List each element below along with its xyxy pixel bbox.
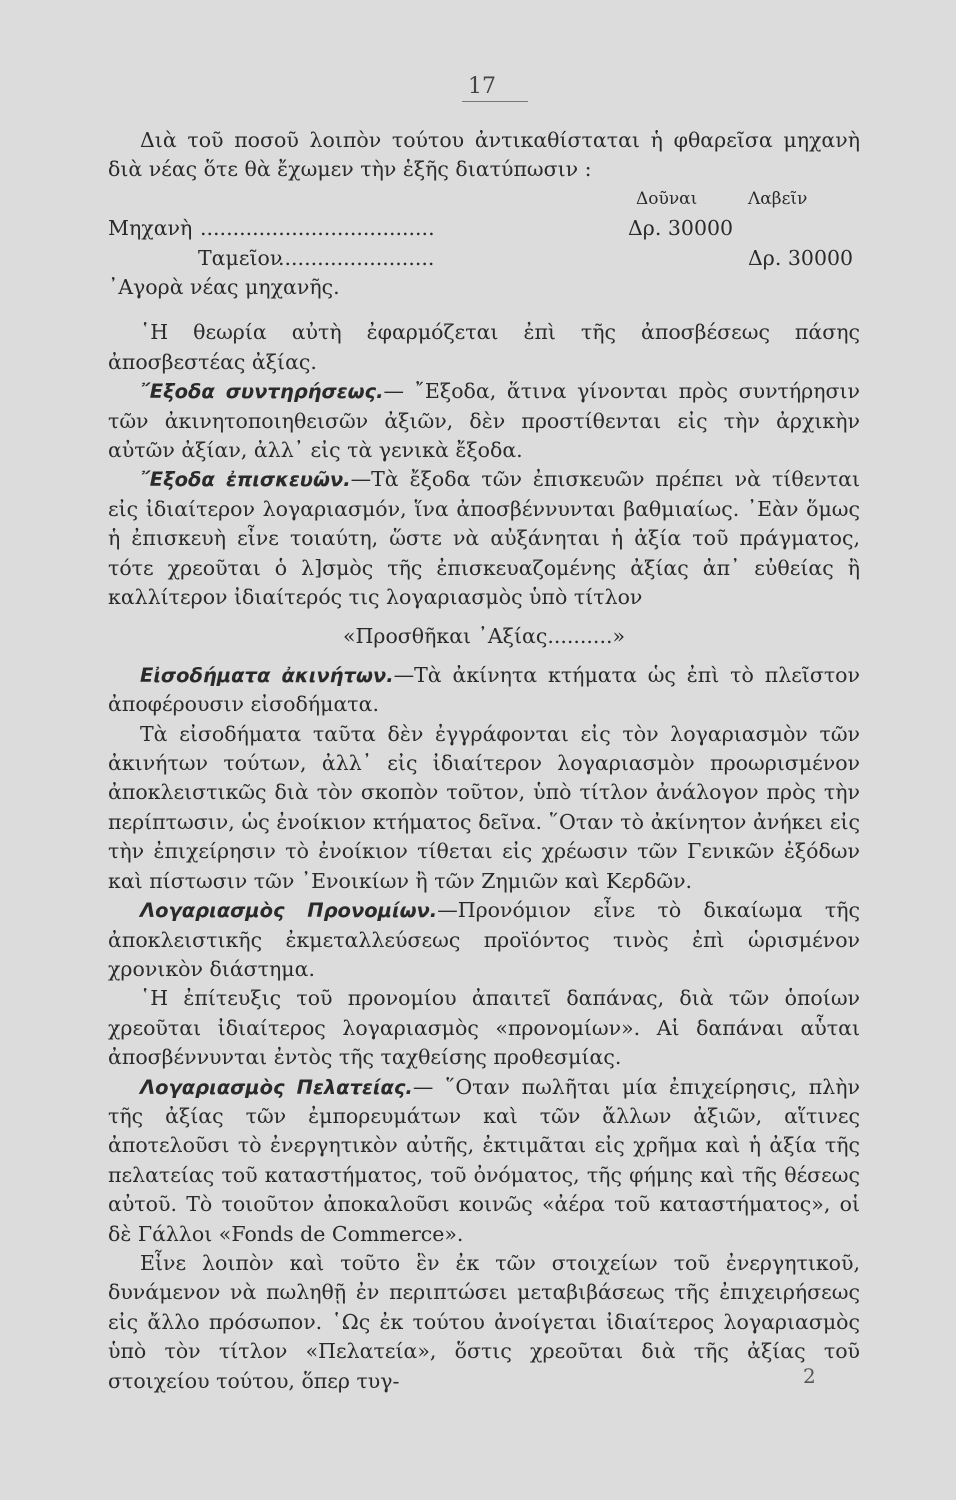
intro-paragraph: Διὰ τοῦ ποσοῦ λοιπὸν τούτου ἀντικαθίσταται ἡ φθαρεῖσα μηχανὴ διὰ νέας ὅτε θὰ ἔχωμεν τὴν ἑξῆς διατύπωσιν : xyxy=(108,128,860,182)
journal-row-machine xyxy=(108,214,860,243)
maintenance-paragraph xyxy=(108,377,860,465)
privileges-paragraph xyxy=(108,896,860,984)
journal-account-machine: Μηχανὴ xyxy=(108,216,193,241)
privileges-heading: Λογαριασμὸς Προνομίων. xyxy=(140,899,438,923)
credit-column-header: Λαβεῖν xyxy=(748,188,808,209)
journal-credit-amount: Δρ. 30000 xyxy=(748,245,854,270)
journal-leader-dots: .................................... xyxy=(200,216,435,241)
journal-description: ᾿Αγορὰ νέας μηχανῆς. xyxy=(108,274,340,299)
journal-row-description xyxy=(108,273,860,302)
clientele-heading: Λογαριασμὸς Πελατείας. xyxy=(140,1075,413,1099)
repairs-text: —Τὰ ἔξοδα τῶν ἐπισκευῶν πρέπει νὰ τίθενται εἰς ἰδιαίτερον λογαριασμόν, ἵνα ἀποσβέννυνται βαθμιαίως. ᾿Εὰν ὅμως ἡ ἐπισκευὴ εἶνε τοιαύτη, ὥστε νὰ αὐξάνηται ἡ ἀξία τοῦ πράγματος, τότε χρεοῦται ὁ λ]σμὸς τῆς ἐπισκευαζομένης ἀξίας ἀπ᾽ εὐθείας ἢ καλλίτερον ἰδιαίτερός τις λογαριασμὸς ὑπὸ τίτλον xyxy=(108,467,860,610)
journal-account-cash: Ταμεῖον xyxy=(198,245,283,270)
maintenance-heading: ῎Εξοδα συντηρήσεως. xyxy=(140,380,384,404)
theory-paragraph: ῾Η θεωρία αὐτὴ ἐφαρμόζεται ἐπὶ τῆς ἀποσβέσεως πάσης ἀποσβεστέας ἀξίας. xyxy=(108,320,860,374)
repairs-account-title: «Προσθῆκαι ᾿Αξίας..........» xyxy=(342,624,626,649)
page-number: 17 xyxy=(468,74,496,99)
privileges-text: —Προνόμιον εἶνε τὸ δικαίωμα τῆς ἀποκλειστικῆς ἐκμεταλλεύσεως προϊόντος τινὸς ἐπὶ ὡρισμένον χρονικὸν διάστημα. xyxy=(108,898,860,981)
journal-leader-dots: ........................ xyxy=(278,245,435,270)
clientele-text: — ῞Οταν πωλῆται μία ἐπιχείρησις, πλὴν τῆς ἀξίας τῶν ἐμπορευμάτων καὶ τῶν ἄλλων ἀξιῶν, αἵτινες ἀποτελοῦσι τὸ ἐνεργητικὸν αὐτῆς, ἐκτιμᾶται εἰς χρῆμα καὶ ἡ ἀξία τῆς πελατείας τοῦ καταστήματος, τοῦ ὀνόματος, τῆς φήμης καὶ τῆς θέσεως αὐτοῦ. Τὸ τοιοῦτον ἀποκαλοῦσι κοινῶς «ἀέρα τοῦ καταστήματος», οἱ δὲ Γάλλοι «Fonds de Commerce». xyxy=(108,1074,860,1246)
clientele-paragraph xyxy=(108,1073,860,1249)
journal-header-row xyxy=(108,185,860,214)
page-number-rule xyxy=(462,101,528,102)
debit-column-header: Δοῦναι xyxy=(636,188,698,209)
signature-mark: 2 xyxy=(803,1364,816,1388)
journal-row-cash xyxy=(108,244,860,273)
repairs-paragraph xyxy=(108,465,860,612)
real-estate-heading: Εἰσοδήματα ἀκινήτων. xyxy=(140,663,394,687)
repairs-heading: ῎Εξοδα ἐπισκευῶν. xyxy=(140,468,351,492)
real-estate-paragraph xyxy=(108,661,860,720)
page-body xyxy=(108,126,860,1396)
journal-debit-amount: Δρ. 30000 xyxy=(628,216,734,241)
real-estate-text: —Τὰ ἀκίνητα κτήματα ὡς ἐπὶ τὸ πλεῖστον ἀποφέρουσιν εἰσοδήματα. xyxy=(108,662,860,717)
clientele-paragraph-2: Εἶνε λοιπὸν καὶ τοῦτο ἓν ἐκ τῶν στοιχείων τοῦ ἐνεργητικοῦ, δυνάμενον νὰ πωληθῇ ἐν περιπτώσει μεταβιβάσεως τῆς ἐπιχειρήσεως εἰς ἄλλο πρόσωπον. ῾Ως ἐκ τούτου ἀνοίγεται ἰδιαίτερος λογαριασμὸς ὑπὸ τὸν τίτλον «Πελατεία», ὅστις χρεοῦται διὰ τῆς ἀξίας τοῦ στοιχείου τούτου, ὅπερ τυγ- xyxy=(108,1250,860,1393)
maintenance-text: — ῎Εξοδα, ἅτινα γίνονται πρὸς συντήρησιν τῶν ἀκινητοποιηθεισῶν ἀξιῶν, δὲν προστίθενται εἰς τὴν ἀρχικὴν αὐτῶν ἀξίαν, ἀλλ᾽ εἰς τὰ γενικὰ ἔξοδα. xyxy=(108,379,860,462)
real-estate-paragraph-2: Τὰ εἰσοδήματα ταῦτα δὲν ἐγγράφονται εἰς τὸν λογαριασμὸν τῶν ἀκινήτων τούτων, ἀλλ᾽ εἰς ἰδιαίτερον λογαριασμὸν προωρισμένον ἀποκλειστικῶς διὰ τὸν σκοπὸν τοῦτον, ὑπὸ τίτλον ἀνάλογον πρὸς τὴν περίπτωσιν, ὡς ἐνοίκιον κτήματος δεῖνα. ῞Οταν τὸ ἀκίνητον ἀνήκει εἰς τὴν ἐπιχείρησιν τὸ ἐνοίκιον τίθεται εἰς χρέωσιν τῶν Γενικῶν ἐξόδων καὶ πίστωσιν τῶν ᾿Ενοικίων ἢ τῶν Ζημιῶν καὶ Κερδῶν. xyxy=(108,721,860,893)
privileges-paragraph-2: ῾Η ἐπίτευξις τοῦ προνομίου ἀπαιτεῖ δαπάνας, διὰ τῶν ὁποίων χρεοῦται ἰδιαίτερος λογαριασμὸς «προνομίων». Αἱ δαπάναι αὗται ἀποσβέννυνται ἐντὸς τῆς ταχθείσης προθεσμίας. xyxy=(108,986,860,1070)
